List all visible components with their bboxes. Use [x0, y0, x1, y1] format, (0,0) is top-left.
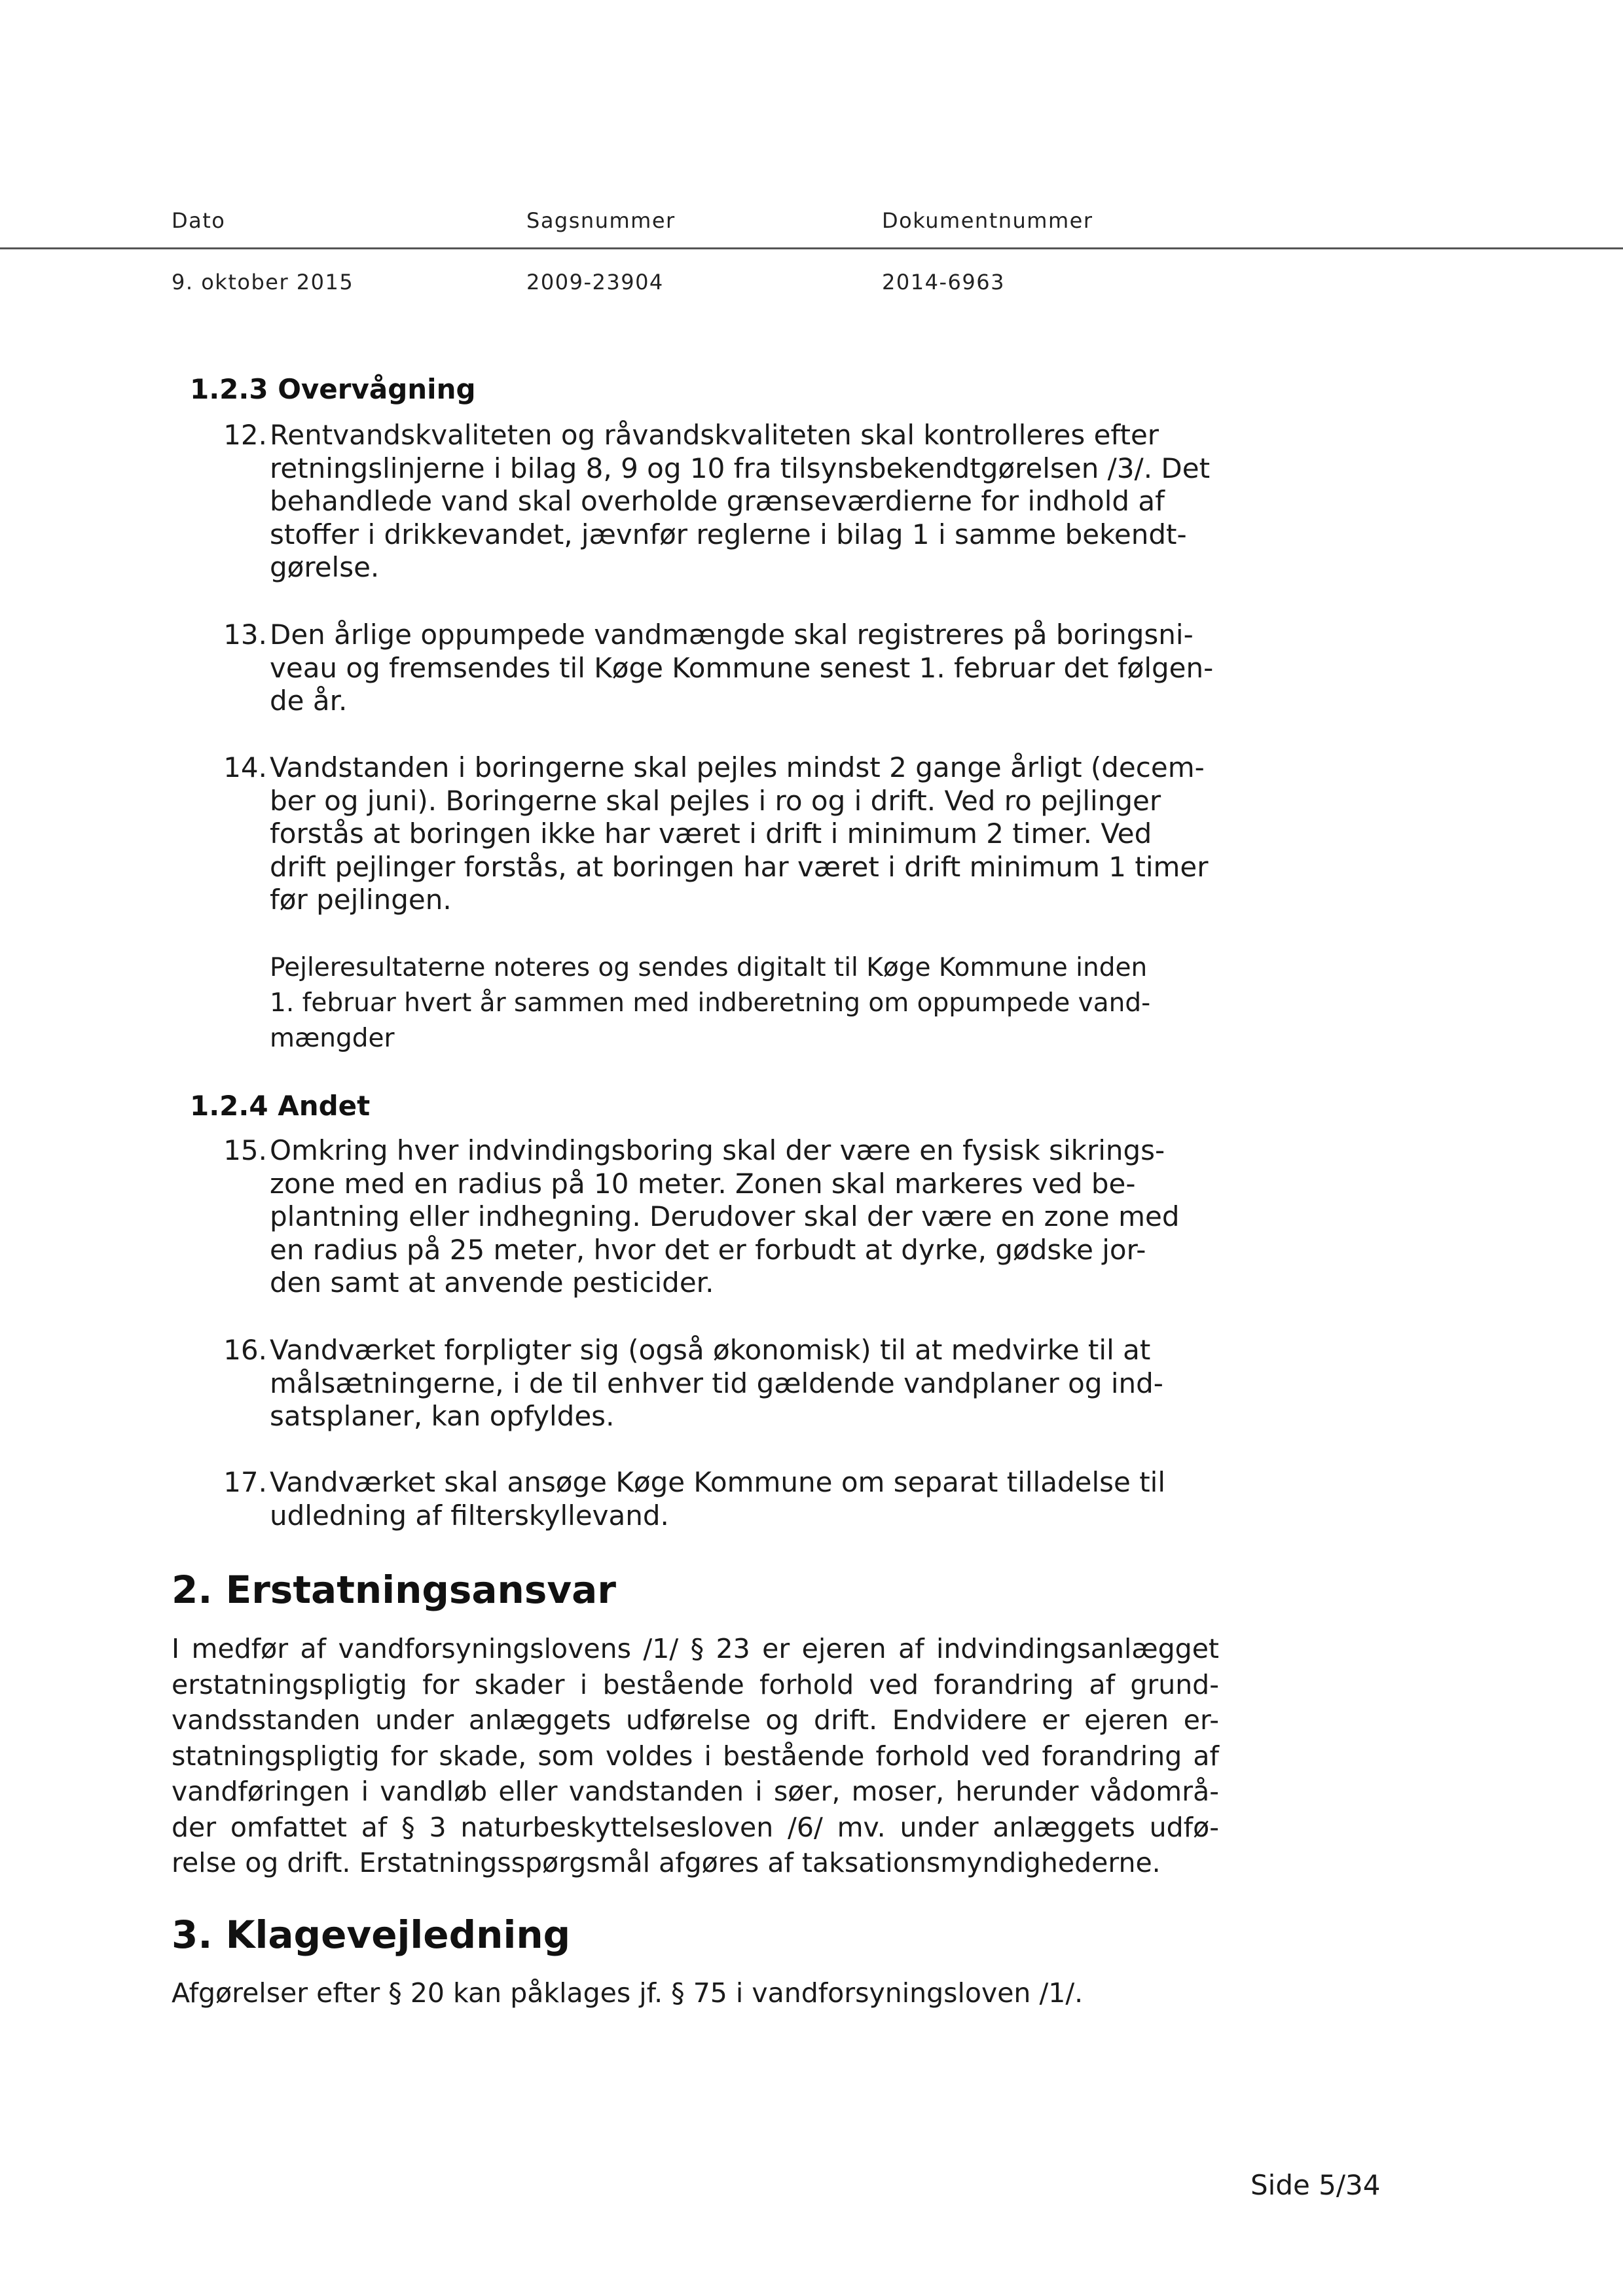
text-line: de år.: [270, 685, 348, 717]
item-text: [270, 419, 1237, 584]
text-line: Vandværket skal ansøge Køge Kommune om separat tilladelse til: [270, 1466, 1165, 1498]
text-line: ber og juni). Boringerne skal pejles i ro og i drift. Ved ro pejlinger: [270, 784, 1161, 817]
measurement-note: [270, 950, 1252, 1056]
text-line: Vandværket forpligter sig (også økonomisk) til at medvirke til at: [270, 1334, 1151, 1366]
subsection-heading-overvaagning: 1.2.3 Overvågning: [190, 373, 476, 405]
text-line: udledning af filterskyllevand.: [270, 1499, 669, 1532]
item-text: [270, 1134, 1237, 1300]
text-line: forstås at boringen ikke har været i drift i minimum 2 timer. Ved: [270, 817, 1152, 850]
text-line: gørelse.: [270, 551, 380, 583]
klage-paragraph: [172, 1975, 1219, 2011]
item-number: 14.: [223, 751, 267, 783]
text-line: vandsstanden under anlæggets udførelse og drift. Endvidere er ejeren er-: [172, 1704, 1219, 1736]
text-line: Pejleresultaterne noteres og sendes digitalt til Køge Kommune inden: [270, 953, 1148, 982]
text-line: statningspligtig for skade, som voldes i bestående forhold ved forandring af: [172, 1740, 1219, 1772]
text-line: Omkring hver indvindingsboring skal der være en fysisk sikrings-: [270, 1134, 1165, 1166]
list-item-12: [216, 419, 1237, 584]
text-line: zone med en radius på 10 meter. Zonen skal markeres ved be-: [270, 1167, 1136, 1200]
list-item-15: [216, 1134, 1237, 1300]
subsection-heading-andet: 1.2.4 Andet: [190, 1090, 371, 1122]
text-line: Afgørelser efter § 20 kan påklages jf. § 75 i vandforsyningsloven /1/.: [172, 1977, 1084, 2009]
item-text: [270, 619, 1237, 718]
text-line: satsplaner, kan opfyldes.: [270, 1400, 615, 1432]
text-line: Den årlige oppumpede vandmængde skal registreres på boringsni-: [270, 619, 1194, 651]
document-number-label: Dokumentnummer: [882, 208, 1093, 233]
text-line: før pejlingen.: [270, 884, 452, 916]
text-line: den samt at anvende pesticider.: [270, 1266, 714, 1299]
erstatning-paragraph: [172, 1631, 1219, 1881]
list-item-16: [216, 1334, 1237, 1433]
item-number: 12.: [223, 419, 267, 451]
text-line: I medfør af vandforsyningslovens /1/ § 23 er ejeren af indvindingsanlægget: [172, 1633, 1219, 1664]
case-number-label: Sagsnummer: [526, 208, 676, 233]
text-line: retningslinjerne i bilag 8, 9 og 10 fra tilsynsbekendtgørelsen /3/. Det: [270, 452, 1211, 484]
section-heading-klagevejledning: 3. Klagevejledning: [172, 1912, 571, 1957]
text-line: mængder: [270, 1024, 395, 1053]
text-line: behandlede vand skal overholde grænseværdierne for indhold af: [270, 485, 1165, 517]
text-line: stoffer i drikkevandet, jævnfør reglerne i bilag 1 i samme bekendt-: [270, 518, 1187, 550]
date-value: 9. oktober 2015: [172, 270, 354, 295]
text-line: drift pejlinger forstås, at boringen har været i drift minimum 1 timer: [270, 850, 1209, 883]
item-number: 15.: [223, 1134, 267, 1166]
list-item-17: [216, 1466, 1237, 1532]
text-line: der omfattet af § 3 naturbeskyttelsesloven /6/ mv. under anlæggets udfø-: [172, 1811, 1219, 1843]
item-number: 17.: [223, 1466, 267, 1498]
text-line: plantning eller indhegning. Derudover skal der være en zone med: [270, 1200, 1180, 1232]
item-text: [270, 751, 1237, 917]
text-line: vandføringen i vandløb eller vandstanden i søer, moser, herunder vådområ-: [172, 1776, 1219, 1807]
text-line: Rentvandskvaliteten og råvandskvaliteten skal kontrolleres efter: [270, 419, 1159, 451]
item-text: [270, 1466, 1237, 1532]
text-line: relse og drift. Erstatningsspørgsmål afgøres af taksationsmyndighederne.: [172, 1847, 1161, 1878]
list-item-14: [216, 751, 1237, 917]
text-line: Vandstanden i boringerne skal pejles mindst 2 gange årligt (decem-: [270, 751, 1205, 783]
header-divider: [0, 247, 1623, 249]
list-item-13: [216, 619, 1237, 718]
item-text: [270, 1334, 1237, 1433]
page-number: Side 5/34: [1250, 2169, 1381, 2201]
date-label: Dato: [172, 208, 226, 233]
item-number: 16.: [223, 1334, 267, 1366]
text-line: 1. februar hvert år sammen med indberetning om oppumpede vand-: [270, 988, 1151, 1018]
text-line: en radius på 25 meter, hvor det er forbudt at dyrke, gødske jor-: [270, 1233, 1146, 1266]
text-line: målsætningerne, i de til enhver tid gældende vandplaner og ind-: [270, 1367, 1163, 1399]
section-heading-erstatningsansvar: 2. Erstatningsansvar: [172, 1568, 616, 1612]
case-number-value: 2009-23904: [526, 270, 664, 295]
document-number-value: 2014-6963: [882, 270, 1005, 295]
item-number: 13.: [223, 619, 267, 651]
text-line: erstatningspligtig for skader i bestående forhold ved forandring af grund-: [172, 1668, 1219, 1700]
text-line: veau og fremsendes til Køge Kommune senest 1. februar det følgen-: [270, 651, 1214, 684]
